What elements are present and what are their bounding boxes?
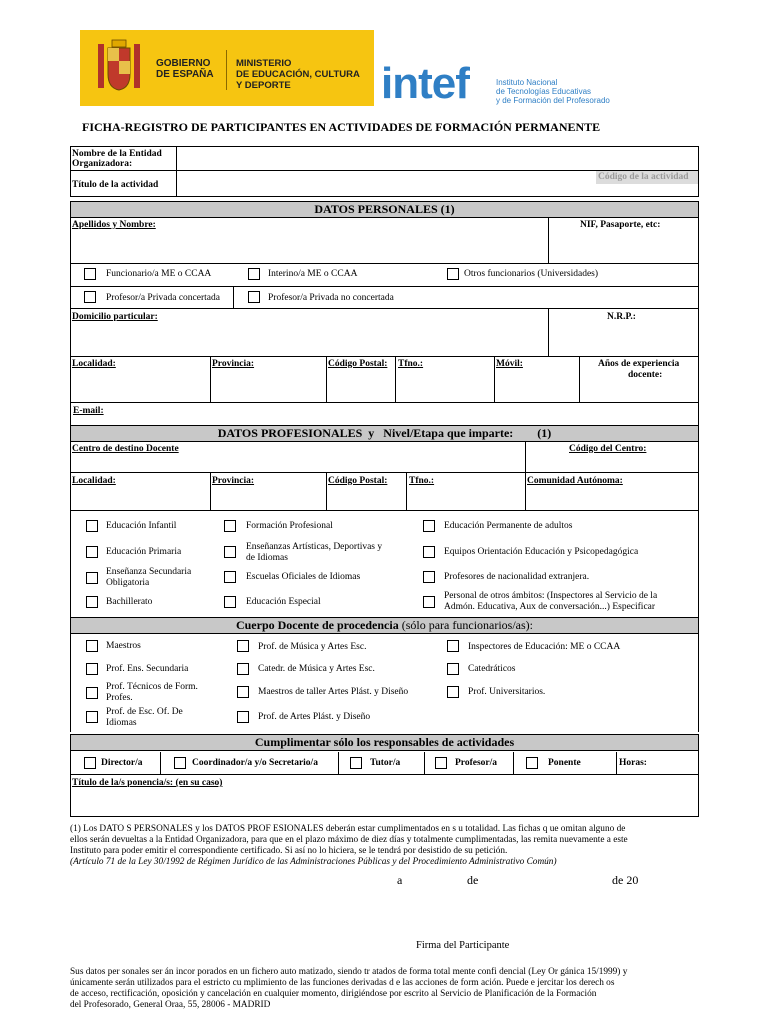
checkbox-privada-no-concertada[interactable] — [248, 291, 260, 303]
ponente-label: Ponente — [548, 758, 581, 768]
extranjera-label: Profesores de nacionalidad extranjera. — [444, 572, 590, 582]
logo-divider — [226, 50, 227, 90]
checkbox-tutor[interactable] — [350, 757, 362, 769]
entity-name-label-2: Organizadora: — [72, 159, 133, 169]
ponencia-title-label: Título de la/s ponencia/s: (en su caso) — [72, 778, 223, 788]
checkbox-director[interactable] — [84, 757, 96, 769]
legal-line-1: Sus datos per sonales ser án incor porados en un fichero auto matizado, siendo tr atados de forma total mente confi dencial (Ley Or gánica 15/1999) y — [70, 967, 628, 977]
autonomous-community-label: Comunidad Autónoma: — [527, 476, 623, 486]
nif-label: NIF, Pasaporte, etc: — [580, 220, 661, 230]
interino-label: Interino/a ME o CCAA — [268, 269, 358, 279]
coat-of-arms-icon — [96, 38, 142, 96]
professional-data-heading: DATOS PROFESIONALES y Nivel/Etapa que imparte: (1) — [70, 425, 699, 442]
entity-name-label: Nombre de la Entidad — [72, 149, 162, 159]
localidad-label: Localidad: — [72, 359, 116, 369]
checkbox-otros-ambitos[interactable] — [423, 596, 435, 608]
tutor-label: Tutor/a — [370, 758, 401, 768]
nrp-label: N.R.P.: — [607, 312, 636, 322]
artisticas-label-2: de Idiomas — [246, 553, 288, 563]
full-name-label: Apellidos y Nombre: — [72, 220, 156, 230]
center-localidad-label: Localidad: — [72, 476, 116, 486]
date-year: de 20 — [612, 873, 639, 887]
checkbox-profesor[interactable] — [435, 757, 447, 769]
checkbox-inspectores[interactable] — [447, 640, 459, 652]
bachillerato-label: Bachillerato — [106, 597, 153, 607]
center-provincia-label: Provincia: — [212, 476, 255, 486]
universitarios-label: Prof. Universitarios. — [468, 687, 546, 697]
checkbox-infantil[interactable] — [86, 520, 98, 532]
experience-label-2: docente: — [628, 370, 663, 380]
checkbox-universitarios[interactable] — [447, 686, 459, 698]
checkbox-interino[interactable] — [248, 268, 260, 280]
legal-line-2: únicamente serán utilizados para el estricto cu mplimiento de las funciones derivadas d e las acciones de form ación. Puede e jercitar los derech os — [70, 978, 615, 988]
otros-ambitos-label: Personal de otros ámbitos: (Inspectores al Servicio de la — [444, 591, 658, 601]
checkbox-privada-concertada[interactable] — [84, 291, 96, 303]
prof-eoi-label: Prof. de Esc. Of. De — [106, 707, 183, 717]
checkbox-maestros-taller[interactable] — [237, 686, 249, 698]
especial-label: Educación Especial — [246, 597, 321, 607]
maestros-label: Maestros — [106, 641, 141, 651]
checkbox-adultos[interactable] — [423, 520, 435, 532]
prof-tecnicos-label-2: Profes. — [106, 693, 133, 703]
infantil-label: Educación Infantil — [106, 521, 177, 531]
orientacion-label: Equipos Orientación Educación y Psicopedagógica — [444, 547, 639, 557]
prof-eoi-label-2: Idiomas — [106, 718, 137, 728]
checkbox-prof-artes-plasticas[interactable] — [237, 711, 249, 723]
page-title: FICHA-REGISTRO DE PARTICIPANTES EN ACTIVIDADES DE FORMACIÓN PERMANENTE — [82, 120, 601, 134]
secundaria-label-2: Obligatoria — [106, 578, 150, 588]
prof-artes-plasticas-label: Prof. de Artes Plást. y Diseño — [258, 712, 371, 722]
coordinador-label: Coordinador/a y/o Secretario/a — [192, 758, 318, 768]
note-line-2: ellos serán devueltas a la Entidad Organizadora, para que en el plazo máximo de diez días y totalmente cumplimentadas, las remita nuevamente a este — [70, 835, 628, 845]
email-label: E-mail: — [73, 406, 104, 416]
nrp-field[interactable] — [550, 324, 696, 354]
catedr-musica-label: Catedr. de Música y Artes Esc. — [258, 664, 375, 674]
teaching-body-heading: Cuerpo Docente de procedencia (sólo para funcionarios/as): — [70, 617, 699, 634]
phone-label: Tfno.: — [398, 359, 424, 369]
home-address-field[interactable] — [72, 324, 547, 354]
activity-code-label: Código de la actividad — [598, 172, 689, 182]
director-label: Director/a — [101, 758, 143, 768]
horas-label: Horas: — [619, 758, 647, 768]
catedraticos-label: Catedráticos — [468, 664, 516, 674]
otros-funcionarios-label: Otros funcionarios (Universidades) — [464, 269, 599, 279]
personal-data-heading: DATOS PERSONALES (1) — [70, 201, 699, 218]
checkbox-prof-eoi[interactable] — [86, 711, 98, 723]
funcionario-label: Funcionario/a ME o CCAA — [106, 269, 212, 279]
checkbox-catedraticos[interactable] — [447, 663, 459, 675]
otros-ambitos-label-2: Admón. Educativa, Aux de conversación...) Especificar — [444, 602, 656, 612]
signature-area[interactable] — [380, 900, 640, 936]
note-line-3: Instituto para poder emitir el correspondiente certificado. Si así no lo hiciera, se le tendrá por desistido de su petición. — [70, 846, 508, 856]
primaria-label: Educación Primaria — [106, 547, 182, 557]
checkbox-secundaria[interactable] — [86, 572, 98, 584]
date-a: a — [397, 873, 403, 887]
responsables-heading: Cumplimentar sólo los responsables de actividades — [70, 734, 699, 751]
profesor-label: Profesor/a — [455, 758, 498, 768]
checkbox-bachillerato[interactable] — [86, 596, 98, 608]
entity-name-field[interactable] — [177, 147, 697, 169]
checkbox-artisticas[interactable] — [224, 546, 236, 558]
checkbox-prof-tecnicos[interactable] — [86, 687, 98, 699]
secundaria-label: Enseñanza Secundaria — [106, 567, 192, 577]
checkbox-maestros[interactable] — [86, 640, 98, 652]
intef-logo: intef — [381, 59, 469, 108]
experience-label: Años de experiencia — [598, 359, 680, 369]
checkbox-ponente[interactable] — [526, 757, 538, 769]
checkbox-especial[interactable] — [224, 596, 236, 608]
gobierno-logo-text: GOBIERNO DE ESPAÑA — [156, 58, 214, 80]
checkbox-catedr-musica[interactable] — [237, 663, 249, 675]
signature-label: Firma del Participante — [416, 940, 510, 951]
legal-line-3: de acceso, rectificación, oposición y cancelación en cualquier momento, dirigiéndose por escrito al Servicio de Planificación de la Formación — [70, 989, 597, 999]
privada-no-concertada-label: Profesor/a Privada no concertada — [268, 293, 394, 303]
center-phone-label: Tfno.: — [409, 476, 435, 486]
checkbox-prof-secundaria[interactable] — [86, 663, 98, 675]
ponencia-title-field[interactable] — [72, 790, 696, 814]
email-field[interactable] — [110, 403, 696, 422]
eoi-label: Escuelas Oficiales de Idiomas — [246, 572, 361, 582]
provincia-label: Provincia: — [212, 359, 255, 369]
privada-concertada-label: Profesor/a Privada concertada — [106, 293, 220, 303]
activity-title-label: Título de la actividad — [72, 180, 159, 190]
checkbox-primaria[interactable] — [86, 546, 98, 558]
home-address-label: Domicilio particular: — [72, 312, 158, 322]
prof-musica-label: Prof. de Música y Artes Esc. — [258, 642, 367, 652]
full-name-field[interactable] — [72, 232, 547, 260]
nif-field[interactable] — [550, 232, 696, 260]
checkbox-eoi[interactable] — [224, 571, 236, 583]
date-de: de — [467, 873, 479, 887]
school-center-label: Centro de destino Docente — [72, 444, 179, 454]
maestros-taller-label: Maestros de taller Artes Plást. y Diseño — [258, 687, 409, 697]
checkbox-extranjera[interactable] — [423, 571, 435, 583]
postal-code-label: Código Postal: — [328, 359, 388, 369]
inspectores-label: Inspectores de Educación: ME o CCAA — [468, 642, 621, 652]
note-line-1: (1) Los DATO S PERSONALES y los DATOS PROF ESIONALES deberán estar cumplimentados en s u totalidad. Las fichas q ue omitan alguno de — [70, 824, 626, 834]
checkbox-prof-musica[interactable] — [237, 640, 249, 652]
checkbox-fp[interactable] — [224, 520, 236, 532]
legal-line-4: del Profesorado, General Oraa, 55, 28006 - MADRID — [70, 1000, 271, 1010]
mobile-label: Móvil: — [496, 359, 523, 369]
center-code-label: Código del Centro: — [569, 444, 647, 454]
note-line-4: (Artículo 71 de la Ley 30/1992 de Régimen Jurídico de las Administraciones Públicas y del Procedimiento Administrativo Común) — [70, 857, 557, 867]
adultos-label: Educación Permanente de adultos — [444, 521, 573, 531]
prof-tecnicos-label: Prof. Técnicos de Form. — [106, 682, 198, 692]
ministerio-logo-text: MINISTERIO DE EDUCACIÓN, CULTURA Y DEPORTE — [236, 58, 360, 91]
checkbox-funcionario[interactable] — [84, 268, 96, 280]
intef-logo-subtitle: Instituto Nacional de Tecnologías Educativas y de Formación del Profesorado — [496, 78, 610, 105]
checkbox-otros-funcionarios[interactable] — [447, 268, 459, 280]
checkbox-orientacion[interactable] — [423, 546, 435, 558]
checkbox-coordinador[interactable] — [174, 757, 186, 769]
center-postal-label: Código Postal: — [328, 476, 388, 486]
prof-secundaria-label: Prof. Ens. Secundaria — [106, 664, 189, 674]
fp-label: Formación Profesional — [246, 521, 333, 531]
activity-title-field[interactable] — [177, 171, 597, 195]
artisticas-label: Enseñanzas Artísticas, Deportivas y — [246, 542, 383, 552]
